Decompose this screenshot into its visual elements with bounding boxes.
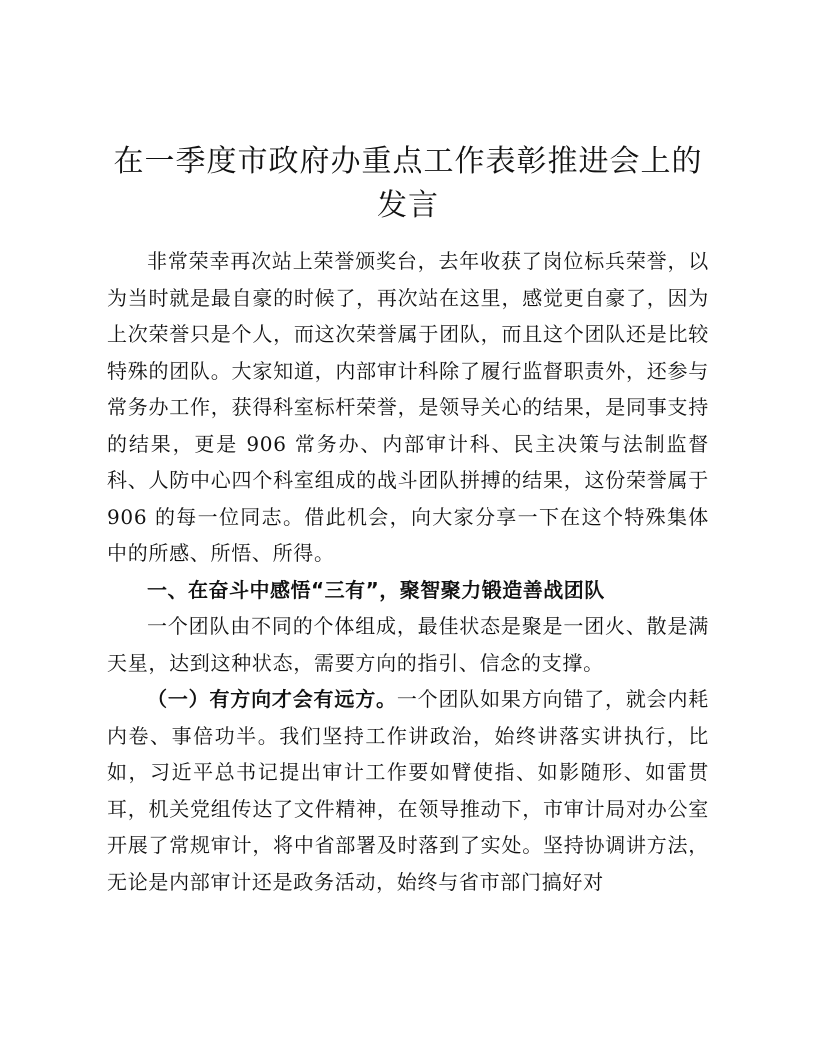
subsection-title-1: （一）有方向才会有远方。 <box>147 687 397 711</box>
document-title: 在一季度市政府办重点工作表彰推进会上的发言 <box>113 144 703 223</box>
paragraph-intro: 非常荣幸再次站上荣誉颁奖台，去年收获了岗位标兵荣誉，以为当时就是最自豪的时候了，再次站在这里，感觉更自豪了，因为上次荣誉只是个人，而这次荣誉属于团队，而且这个团队还是比较特殊的团队。大家知道，内部审计科除了履行监督职责外，还参与常务办工作，获得科室标杆荣誉，是领导关心的结果，是同事支持的结果，更是 906 常务办、内部审计科、民主决策与法制监督科、人防中心四个科室组成的战斗团队拼搏的结果，这份荣誉属于 906 的每一位同志。借此机会，向大家分享一下在这个特殊集体中的所感、所悟、所得。 <box>107 249 709 565</box>
paragraph-direction <box>107 681 709 900</box>
paragraph-team: 一个团队由不同的个体组成，最佳状态是聚是一团火、散是满天星，达到这种状态，需要方向的指引、信念的支撑。 <box>107 614 709 675</box>
document-body <box>107 243 709 900</box>
section-heading-1: 一、在奋斗中感悟“三有”，聚智聚力锻造善战团队 <box>147 577 605 602</box>
paragraph-direction-text: 一个团队如果方向错了，就会内耗内卷、事倍功半。我们坚持工作讲政治，始终讲落实讲执行，比如，习近平总书记提出审计工作要如臂使指、如影随形、如雷贯耳，机关党组传达了文件精神，在领导推动下，市审计局对办公室开展了常规审计，将中省部署及时落到了实处。坚持协调讲方法，无论是内部审计还是政务活动，始终与省市部门搞好对 <box>107 687 709 894</box>
